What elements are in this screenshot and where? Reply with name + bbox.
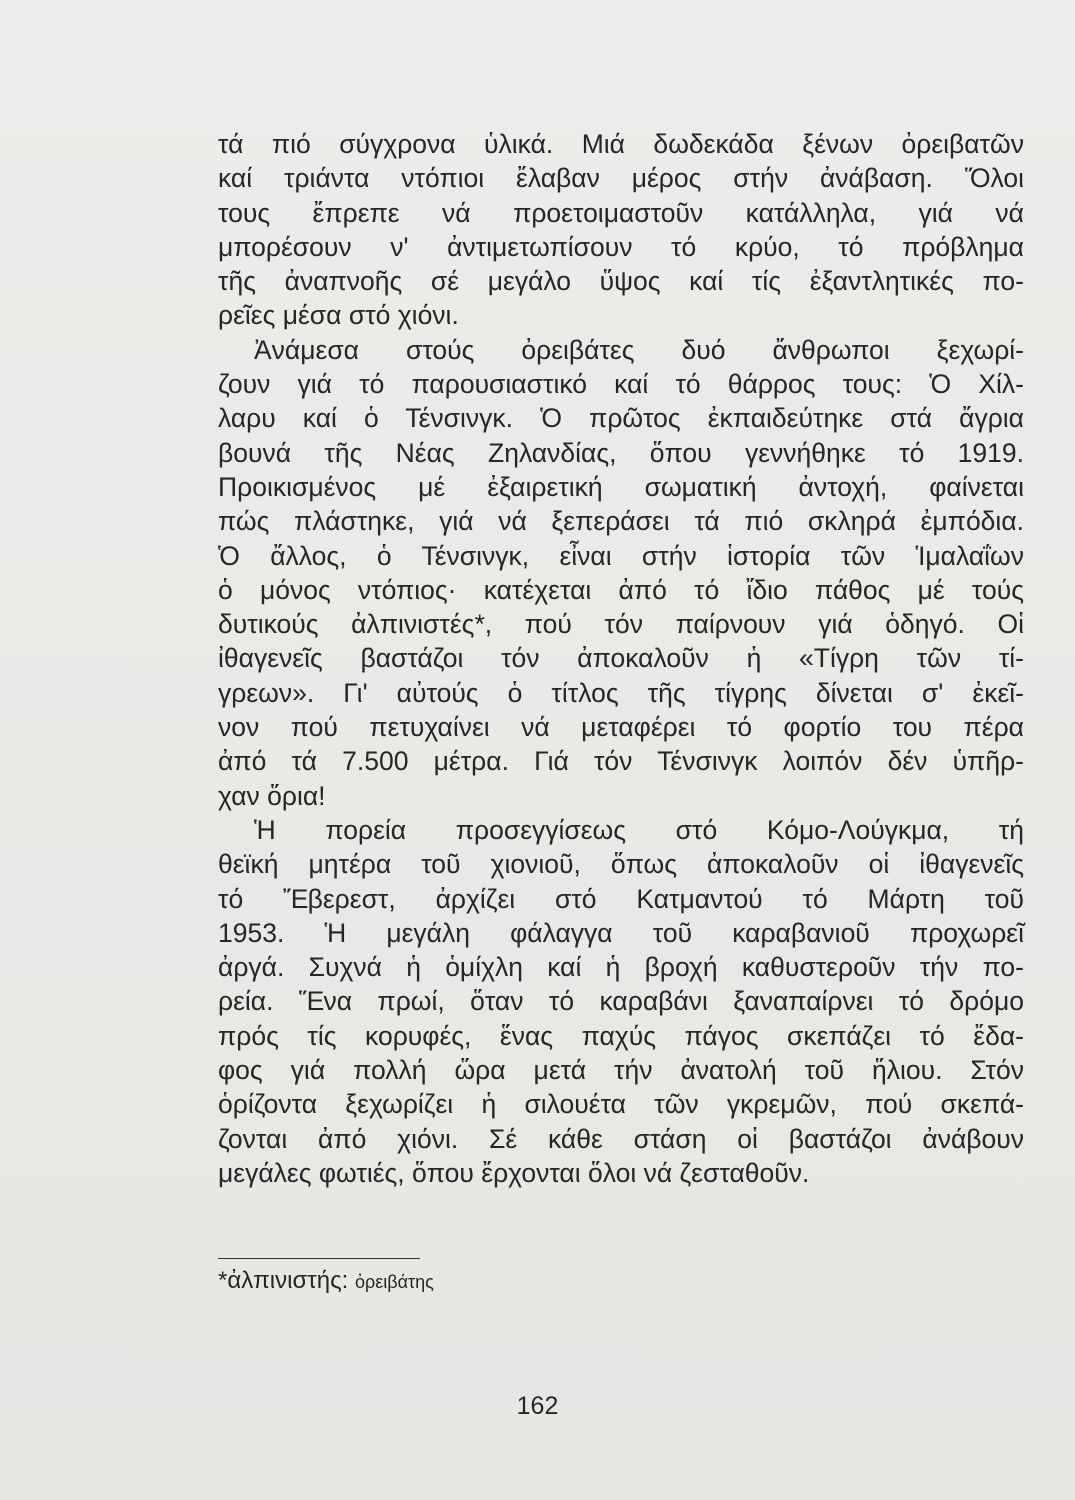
- text-line: χαν ὅρια!: [218, 780, 326, 811]
- text-line: ζουν γιά τό παρουσιαστικό καί τό θάρρος τους: Ὁ Χίλ-: [218, 369, 1024, 400]
- text-line: ὁρίζοντα ξεχωρίζει ἡ σιλουέτα τῶν γκρεμῶν, πού σκεπά-: [218, 1089, 1024, 1120]
- text-line: ἰθαγενεῖς βαστάζοι τόν ἀποκαλοῦν ἡ «Τίγρη τῶν τί-: [218, 643, 1024, 674]
- text-line: βουνά τῆς Νέας Ζηλανδίας, ὅπου γεννήθηκε τό 1919.: [218, 437, 1024, 468]
- footnote-divider: [218, 1258, 420, 1259]
- text-line: ρεῖες μέσα στό χιόνι.: [218, 300, 459, 331]
- text-line: μπορέσουν ν' ἀντιμετωπίσουν τό κρύο, τό πρόβλημα: [218, 231, 1024, 262]
- text-line: ἀργά. Συχνά ἡ ὁμίχλη καί ἡ βροχή καθυστεροῦν τήν πο-: [218, 952, 1024, 983]
- text-line: φος γιά πολλή ὥρα μετά τήν ἀνατολή τοῦ ἥλιου. Στόν: [218, 1055, 1024, 1086]
- text-line: ρεία. Ἕνα πρωί, ὅταν τό καραβάνι ξαναπαίρνει τό δρόμο: [218, 986, 1024, 1017]
- body-text: [218, 127, 1024, 1190]
- text-line: τῆς ἀναπνοῆς σέ μεγάλο ὕψος καί τίς ἐξαντλητικές πο-: [218, 266, 1024, 297]
- text-line: ἀπό τά 7.500 μέτρα. Γιά τόν Τένσινγκ λοιπόν δέν ὑπῆρ-: [218, 746, 1024, 777]
- footnote-definition: ὀρειβάτης: [354, 1272, 434, 1292]
- text-line: δυτικούς ἀλπινιστές*, πού τόν παίρνουν γιά ὁδηγό. Οἱ: [218, 609, 1024, 640]
- text-line: Ἀνάμεσα στούς ὀρειβάτες δυό ἄνθρωποι ξεχωρί-: [254, 334, 1024, 365]
- text-line: τους ἔπρεπε νά προετοιμαστοῦν κατάλληλα, γιά νά: [218, 197, 1024, 228]
- text-line: Ἡ πορεία προσεγγίσεως στό Κόμο-Λούγκμα, τή: [254, 814, 1024, 845]
- text-line: θεϊκή μητέρα τοῦ χιονιοῦ, ὅπως ἀποκαλοῦν οἱ ἰθαγενεῖς: [218, 849, 1024, 880]
- text-line: Προικισμένος μέ ἐξαιρετική σωματική ἀντοχή, φαίνεται: [218, 471, 1024, 502]
- text-line: ζονται ἀπό χιόνι. Σέ κάθε στάση οἱ βαστάζοι ἀνάβουν: [218, 1123, 1024, 1154]
- text-line: ὁ μόνος ντόπιος· κατέχεται ἀπό τό ἴδιο πάθος μέ τούς: [218, 574, 1024, 605]
- text-line: γρεων». Γι' αὐτούς ὁ τίτλος τῆς τίγρης δίνεται σ' ἐκεῖ-: [218, 677, 1024, 708]
- text-line: 1953. Ἡ μεγάλη φάλαγγα τοῦ καραβανιοῦ προχωρεῖ: [218, 917, 1024, 948]
- text-line: πώς πλάστηκε, γιά νά ξεπεράσει τά πιό σκληρά ἐμπόδια.: [218, 506, 1024, 537]
- text-line: καί τριάντα ντόπιοι ἔλαβαν μέρος στήν ἀνάβαση. Ὅλοι: [218, 163, 1024, 194]
- text-line: νον πού πετυχαίνει νά μεταφέρει τό φορτίο του πέρα: [218, 712, 1024, 743]
- text-line: μεγάλες φωτιές, ὅπου ἔρχονται ὅλοι νά ζεσταθοῦν.: [218, 1157, 810, 1188]
- text-line: τά πιό σύγχρονα ὑλικά. Μιά δωδεκάδα ξένων ὀρειβατῶν: [218, 129, 1024, 159]
- text-line: πρός τίς κορυφές, ἕνας παχύς πάγος σκεπάζει τό ἔδα-: [218, 1020, 1024, 1051]
- text-line: τό Ἔβερεστ, ἀρχίζει στό Κατμαντού τό Μάρτη τοῦ: [218, 883, 1024, 914]
- text-line: λαρυ καί ὁ Τένσινγκ. Ὁ πρῶτος ἐκπαιδεύτηκε στά ἄγρια: [218, 403, 1024, 434]
- footnote-term: *ἀλπινιστής:: [218, 1267, 349, 1294]
- text-line: Ὁ ἄλλος, ὁ Τένσινγκ, εἶναι στήν ἱστορία τῶν Ἱμαλαΐων: [218, 540, 1024, 571]
- page-number: 162: [516, 1392, 559, 1420]
- footnote: [218, 1266, 434, 1297]
